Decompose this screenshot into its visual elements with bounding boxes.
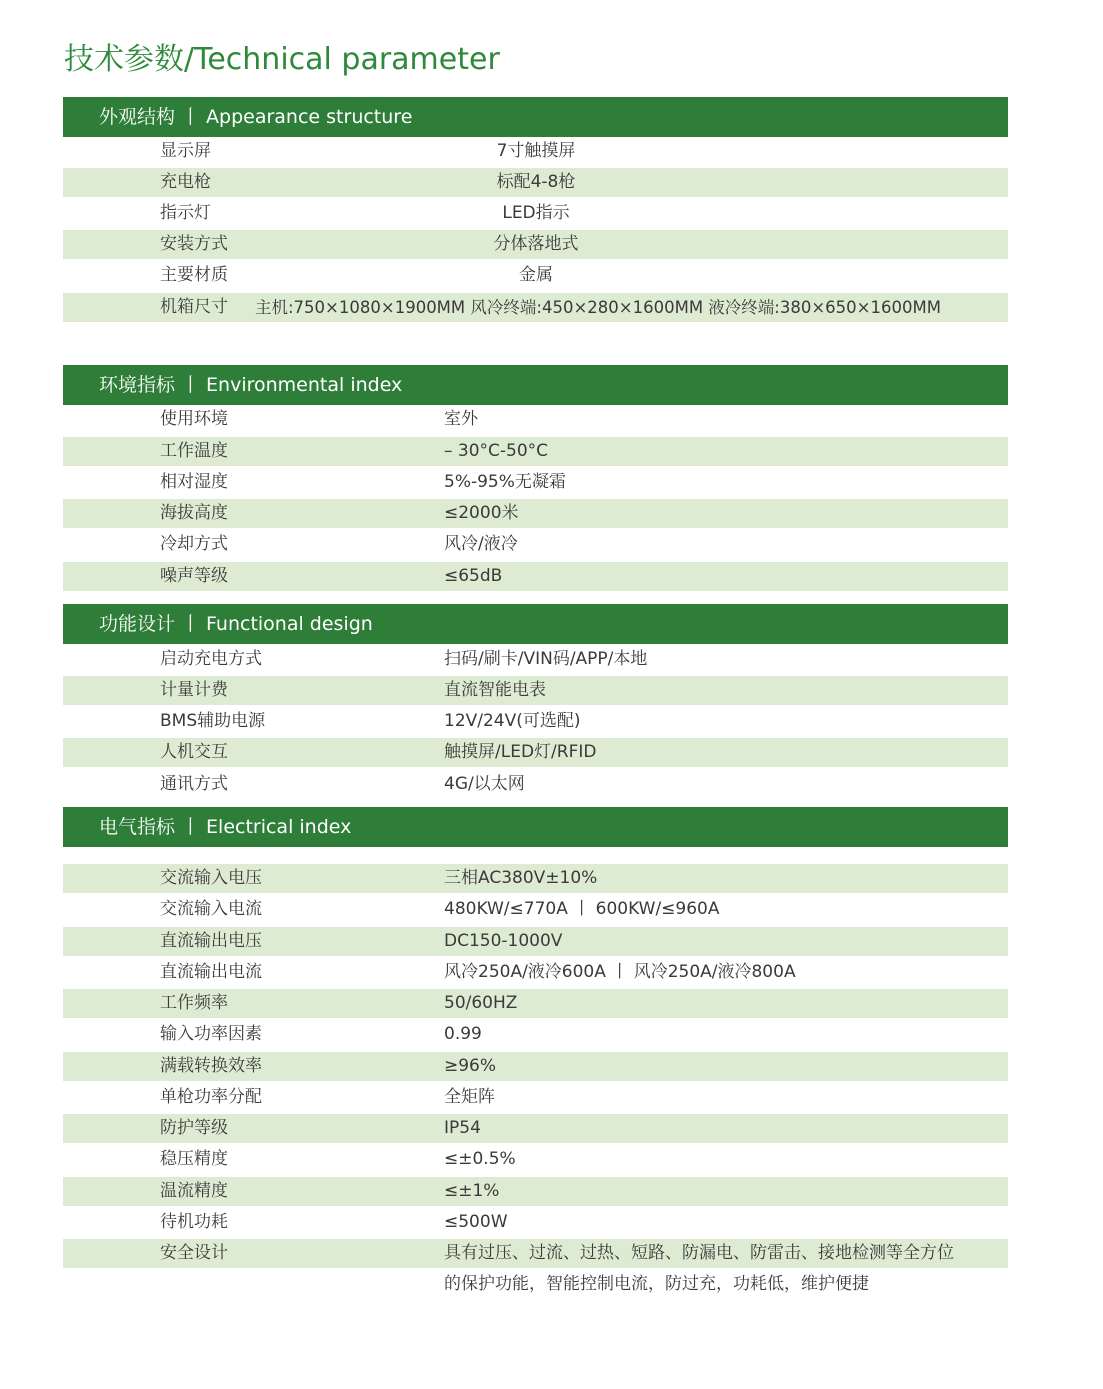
section-title-en: Appearance structure — [206, 106, 413, 128]
spec-row — [63, 437, 1008, 466]
section-title-cn: 功能设计 — [99, 613, 176, 635]
spec-label: 启动充电方式 — [160, 649, 262, 669]
section-title-en: Electrical index — [206, 816, 352, 838]
spec-value: 触摸屏/LED灯/RFID — [444, 742, 597, 762]
spec-row — [63, 1083, 1008, 1112]
section-separator: 丨 — [181, 613, 201, 635]
spec-label: 计量计费 — [160, 680, 228, 700]
spec-label: 交流输入电压 — [160, 868, 262, 888]
spec-row — [63, 1145, 1008, 1174]
spec-value: – 30°C-50°C — [444, 441, 549, 461]
spec-value: 金属 — [519, 265, 553, 285]
spec-value: LED指示 — [502, 203, 570, 223]
spec-value: 5%-95%无凝霜 — [444, 472, 566, 492]
spec-row — [63, 230, 1008, 259]
spec-row — [63, 562, 1008, 591]
spec-label: 人机交互 — [160, 742, 228, 762]
spec-row — [63, 1052, 1008, 1081]
spec-label: 工作温度 — [160, 441, 228, 461]
spec-label: 直流输出电流 — [160, 962, 262, 982]
spec-row — [63, 168, 1008, 197]
spec-label: 直流输出电压 — [160, 931, 262, 951]
spec-label: 温流精度 — [160, 1181, 228, 1201]
spec-row — [63, 738, 1008, 767]
spec-value: 风冷250A/液冷600A 丨 风冷250A/液冷800A — [444, 962, 796, 982]
section-separator: 丨 — [181, 106, 201, 128]
spec-row — [63, 1020, 1008, 1049]
spec-value: 7寸触摸屏 — [496, 141, 576, 161]
spec-label: 充电枪 — [160, 172, 211, 192]
section-title-cn: 外观结构 — [99, 106, 176, 128]
spec-label: 主要材质 — [160, 265, 228, 285]
spec-value: 主机:750×1080×1900MM 风冷终端:450×280×1600MM 液冷终端:380×650×1600MM — [255, 298, 941, 317]
spec-row — [63, 530, 1008, 559]
spec-row — [63, 405, 1008, 434]
spec-row — [63, 895, 1008, 924]
section-header-environmental — [63, 365, 1008, 405]
section-header-appearance — [63, 97, 1008, 137]
spec-value: 的保护功能，智能控制电流，防过充，功耗低，维护便捷 — [444, 1274, 869, 1294]
spec-label: 显示屏 — [160, 141, 211, 161]
spec-value: ≥96% — [444, 1056, 497, 1076]
spec-value: ≤65dB — [444, 566, 503, 586]
spec-value: 0.99 — [444, 1024, 482, 1044]
spec-value: ≤2000米 — [444, 503, 519, 523]
spec-label: 指示灯 — [160, 203, 211, 223]
spec-value: 具有过压、过流、过热、短路、防漏电、防雷击、接地检测等全方位 — [444, 1243, 954, 1263]
spec-value: 全矩阵 — [444, 1087, 495, 1107]
spec-value: 扫码/刷卡/VIN码/APP/本地 — [444, 649, 648, 669]
spec-value: 分体落地式 — [493, 234, 579, 254]
spec-value: 480KW/≤770A 丨 600KW/≤960A — [444, 899, 720, 919]
spec-value: 风冷/液冷 — [444, 534, 518, 554]
section-title-cn: 电气指标 — [99, 816, 176, 838]
section-title-en: Environmental index — [206, 374, 403, 396]
spec-label: 满载转换效率 — [160, 1056, 262, 1076]
spec-value: IP54 — [444, 1118, 481, 1138]
spec-row-continuation — [63, 1270, 1008, 1299]
spec-label: 单枪功率分配 — [160, 1087, 262, 1107]
spec-label: 使用环境 — [160, 409, 228, 429]
spec-label: 输入功率因素 — [160, 1024, 262, 1044]
spec-value: ≤500W — [444, 1212, 508, 1232]
spec-row — [63, 1208, 1008, 1237]
spec-value: DC150-1000V — [444, 931, 563, 951]
spec-row — [63, 676, 1008, 705]
spec-value: 三相AC380V±10% — [444, 868, 598, 888]
spec-label: 海拔高度 — [160, 503, 228, 523]
section-header-electrical — [63, 807, 1008, 847]
spec-label: 待机功耗 — [160, 1212, 228, 1232]
section-title-en: Functional design — [206, 613, 373, 635]
spec-label: 安装方式 — [160, 234, 228, 254]
spec-row — [63, 927, 1008, 956]
spec-row — [63, 770, 1008, 799]
spec-value: 12V/24V(可选配) — [444, 711, 581, 731]
spec-row — [63, 989, 1008, 1018]
spec-row — [63, 1239, 1008, 1268]
spec-value: 50/60HZ — [444, 993, 518, 1013]
section-separator: 丨 — [181, 816, 201, 838]
section-separator: 丨 — [181, 374, 201, 396]
spec-label: 安全设计 — [160, 1243, 228, 1263]
spec-value: ≤±0.5% — [444, 1149, 516, 1169]
spec-label: 相对湿度 — [160, 472, 228, 492]
spec-row — [63, 707, 1008, 736]
spec-label: 机箱尺寸 — [160, 297, 228, 317]
spec-label: 稳压精度 — [160, 1149, 228, 1169]
spec-label: 工作频率 — [160, 993, 228, 1013]
spec-label: 通讯方式 — [160, 774, 228, 794]
spec-label: 噪声等级 — [160, 566, 228, 586]
spec-value: 室外 — [444, 409, 478, 429]
section-header-functional — [63, 604, 1008, 644]
spec-row — [63, 468, 1008, 497]
spec-value: 直流智能电表 — [444, 680, 546, 700]
spec-row — [63, 864, 1008, 893]
spec-row — [63, 137, 1008, 166]
spec-value: ≤±1% — [444, 1181, 500, 1201]
spec-row — [63, 1177, 1008, 1206]
spec-label: 冷却方式 — [160, 534, 228, 554]
spec-value: 标配4-8枪 — [496, 172, 576, 192]
spec-label: 防护等级 — [160, 1118, 228, 1138]
spec-label: BMS辅助电源 — [160, 711, 266, 731]
spec-row — [63, 293, 1008, 322]
spec-label: 交流输入电流 — [160, 899, 262, 919]
spec-row — [63, 261, 1008, 290]
page-title: 技术参数/Technical parameter — [64, 42, 500, 77]
spec-row — [63, 499, 1008, 528]
spec-row — [63, 958, 1008, 987]
spec-value: 4G/以太网 — [444, 774, 525, 794]
spec-row — [63, 1114, 1008, 1143]
spec-row — [63, 199, 1008, 228]
spec-row — [63, 645, 1008, 674]
section-title-cn: 环境指标 — [99, 374, 176, 396]
